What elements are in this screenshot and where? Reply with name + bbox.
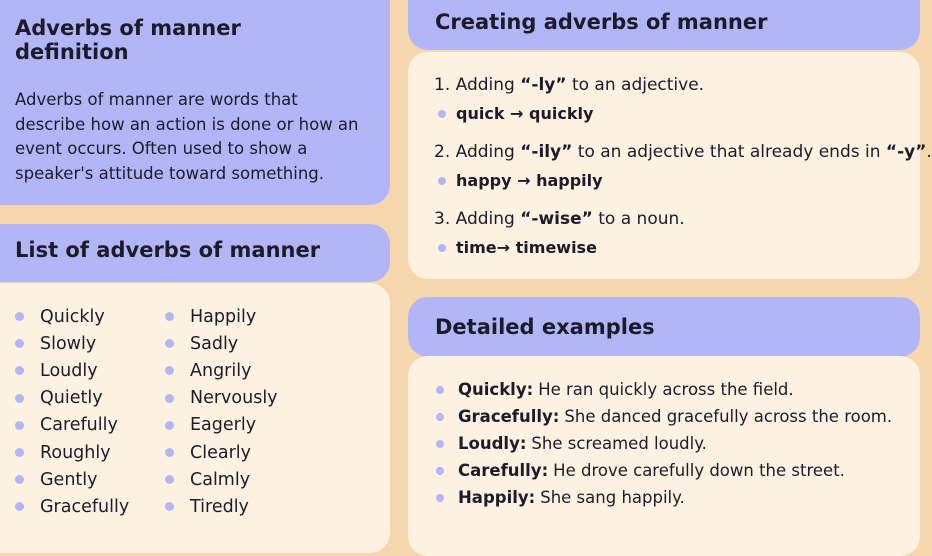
bullet-icon: [15, 394, 24, 403]
adverb-list-column-2: [165, 303, 278, 521]
list-item: Quickly: He ran quickly across the field.: [436, 380, 794, 399]
bullet-icon: [15, 312, 24, 321]
list-item: Gently: [15, 466, 129, 493]
creating-header: [408, 0, 920, 50]
detailed-card: [408, 356, 920, 556]
bullet-icon: [165, 421, 174, 430]
list-item: Loudly: She screamed loudly.: [436, 434, 707, 453]
creating-example-2: happy → happily: [438, 171, 603, 190]
creating-step-1: 1. Adding “-ly” to an adjective.: [434, 75, 705, 95]
bullet-icon: [15, 339, 24, 348]
definition-body: Adverbs of manner are words that describe how an action is done or how an event occurs. Often used to show a speaker's attitude toward something.: [15, 90, 359, 183]
bullet-icon: [438, 244, 446, 252]
bullet-icon: [165, 366, 174, 375]
list-item: Sadly: [165, 330, 278, 357]
list-item: Loudly: [15, 357, 129, 384]
list-header: [0, 224, 390, 282]
creating-example-3: time→ timewise: [438, 238, 597, 257]
bullet-icon: [438, 110, 446, 118]
list-item: Clearly: [165, 439, 278, 466]
creating-example-1: quick → quickly: [438, 104, 593, 123]
definition-card: [0, 0, 390, 205]
bullet-icon: [165, 448, 174, 457]
creating-card: [408, 52, 932, 279]
detailed-title: Detailed examples: [435, 315, 655, 339]
bullet-icon: [165, 339, 174, 348]
list-item: Tiredly: [165, 493, 278, 520]
bullet-icon: [165, 394, 174, 403]
list-item: Gracefully: She danced gracefully across the room.: [436, 407, 892, 426]
bullet-icon: [15, 502, 24, 511]
bullet-icon: [436, 440, 444, 448]
list-item: Carefully: [15, 412, 129, 439]
bullet-icon: [15, 448, 24, 457]
list-item: Gracefully: [15, 493, 129, 520]
list-item: Happily: [165, 303, 278, 330]
bullet-icon: [15, 366, 24, 375]
list-item: Slowly: [15, 330, 129, 357]
bullet-icon: [436, 494, 444, 502]
bullet-icon: [436, 413, 444, 421]
adverb-list-column-1: [15, 303, 129, 521]
bullet-icon: [436, 467, 444, 475]
list-item: Happily: She sang happily.: [436, 488, 685, 507]
bullet-icon: [165, 502, 174, 511]
creating-step-2: 2. Adding “-ily” to an adjective that already ends in “-y”.: [434, 142, 932, 162]
creating-title: Creating adverbs of manner: [435, 10, 768, 34]
bullet-icon: [436, 386, 444, 394]
list-item: Nervously: [165, 385, 278, 412]
bullet-icon: [15, 421, 24, 430]
list-item: Roughly: [15, 439, 129, 466]
bullet-icon: [438, 177, 446, 185]
list-title: List of adverbs of manner: [15, 238, 321, 262]
list-item: Angrily: [165, 357, 278, 384]
list-item: Quietly: [15, 385, 129, 412]
creating-step-3: 3. Adding “-wise” to a noun.: [434, 209, 685, 229]
list-item: Quickly: [15, 303, 129, 330]
list-item: Carefully: He drove carefully down the street.: [436, 461, 845, 480]
detailed-header: [408, 297, 920, 357]
bullet-icon: [15, 475, 24, 484]
list-item: Calmly: [165, 466, 278, 493]
bullet-icon: [165, 312, 174, 321]
adverb-list-card: [0, 283, 390, 553]
definition-title: Adverbs of manner definition: [15, 16, 241, 64]
list-item: Eagerly: [165, 412, 278, 439]
bullet-icon: [165, 475, 174, 484]
